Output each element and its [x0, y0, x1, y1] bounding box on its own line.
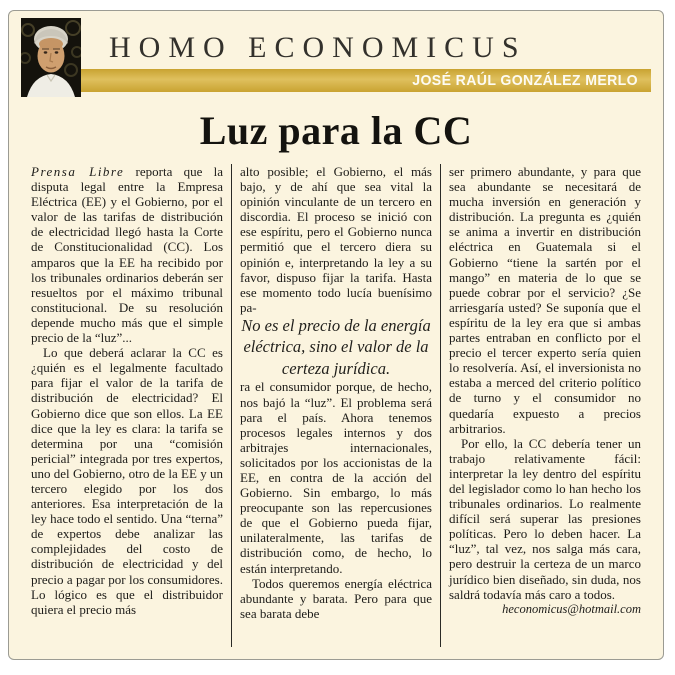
byline-bar — [81, 69, 651, 92]
author-photo — [21, 18, 81, 97]
author-email: heconomicus@hotmail.com — [502, 601, 641, 616]
paragraph: ser primero abundante, y para que sea abundante se necesitará de mucha inversión en generación y distribución. La pregunta es ¿quién se anima a invertir en distribución eléctrica en Guatemala si el Gobierno “tiene la sartén por el mango” en materia de lo que se puede cobrar por el servicio? ¿Se arriesgaría usted? Se suponía que el espíritu de la ley era que si ambas partes entraban en conflicto por el precio el tercer experto sería quien lo resolvería. Así, el inversionista no estaba a merced del criterio político de turno y el consumidor no quedaría expuesto a precios arbitrarios. — [449, 164, 641, 436]
paragraph — [31, 164, 223, 345]
article-headline: Luz para la CC — [199, 108, 473, 153]
article-sheet — [8, 10, 664, 660]
paragraph: ra el consumidor porque, de hecho, nos bajó la “luz”. El problema será para el país. Ahora tenemos procesos legales internos y dos arbitrajes internacionales, solicitados por los accionistas de la EE, en contra de la acción del Gobierno. Sin embargo, lo más preocupante son las repercusiones de que el Gobierno pueda fijar, unilateralmente, las tarifas de distribución como, de hecho, lo están interpretando. — [240, 379, 432, 576]
author-name: JOSÉ RAÚL GONZÁLEZ MERLO — [412, 72, 638, 89]
paragraph: Todos queremos energía eléctrica abundante y barata. Pero para que sea barata debe — [240, 575, 432, 621]
paragraph-text: reporta que la disputa legal entre la Empresa Eléctrica (EE) y el Gobierno, por el valor de las tarifas de distribución de electricidad llegó hasta la Corte de Constitucionalidad (CC). Los amparos que la EE ha recibido por los tribunales ordinarios deberán ser resueltos por el máximo tribunal constitucional. De su resolución depende mucho más que el simple precio de la “luz”... — [31, 164, 223, 346]
column-masthead-title: HOMO ECONOMICUS — [109, 31, 527, 64]
lead-publication-name: Prensa Libre — [31, 164, 125, 179]
column-2 — [231, 164, 440, 647]
author-portrait-image — [21, 18, 81, 97]
article-body — [23, 164, 649, 647]
column-3 — [440, 164, 649, 647]
pull-quote: No es el precio de la energía eléctrica, sino el valor de la certeza jurídica. — [241, 315, 431, 378]
column-1 — [23, 164, 231, 647]
paragraph: Por ello, la CC debería tener un trabajo relativamente fácil: interpretar la ley dentro del espíritu del legislador como lo han hecho los tribunales ordinarios. Lo realmente difícil será superar las presiones políticas. Pero lo deben hacer. La “luz”, tal vez, nos salga más cara, pero destruir la certeza de un marco jurídico bien diseñado, sin duda, nos saldrá todavía más caro a todos. — [449, 435, 641, 602]
paragraph: alto posible; el Gobierno, el más bajo, y de ahí que sea vital la opinión vinculante de un tercero en discordia. El proceso se inició con ese espíritu, pero el Gobierno nunca permitió que el tercero diera su opinión e, interpretando la ley a su favor, dispuso fijar la tarifa. Hasta ese momento todo lucía buenísimo pa- — [240, 164, 432, 315]
paragraph: Lo que deberá aclarar la CC es ¿quién es el legalmente facultado para fijar el valor de la tarifa de distribución de electricidad? El Gobierno dice que son ellos. La EE dice que la ley es clara: la tarifa se determina por una “comisión pericial” integrada por tres expertos, uno del Gobierno, otro de la EE y un tercero elegido por los dos anteriores. Esa interpretación de la ley hace todo el sentido. Una “terna” de expertos debe analizar las complejidades del costo de distribución de electricidad y del precio a pagar por los consumidores. Lo lógico es que el distribuidor quiera el precio más — [31, 345, 223, 617]
